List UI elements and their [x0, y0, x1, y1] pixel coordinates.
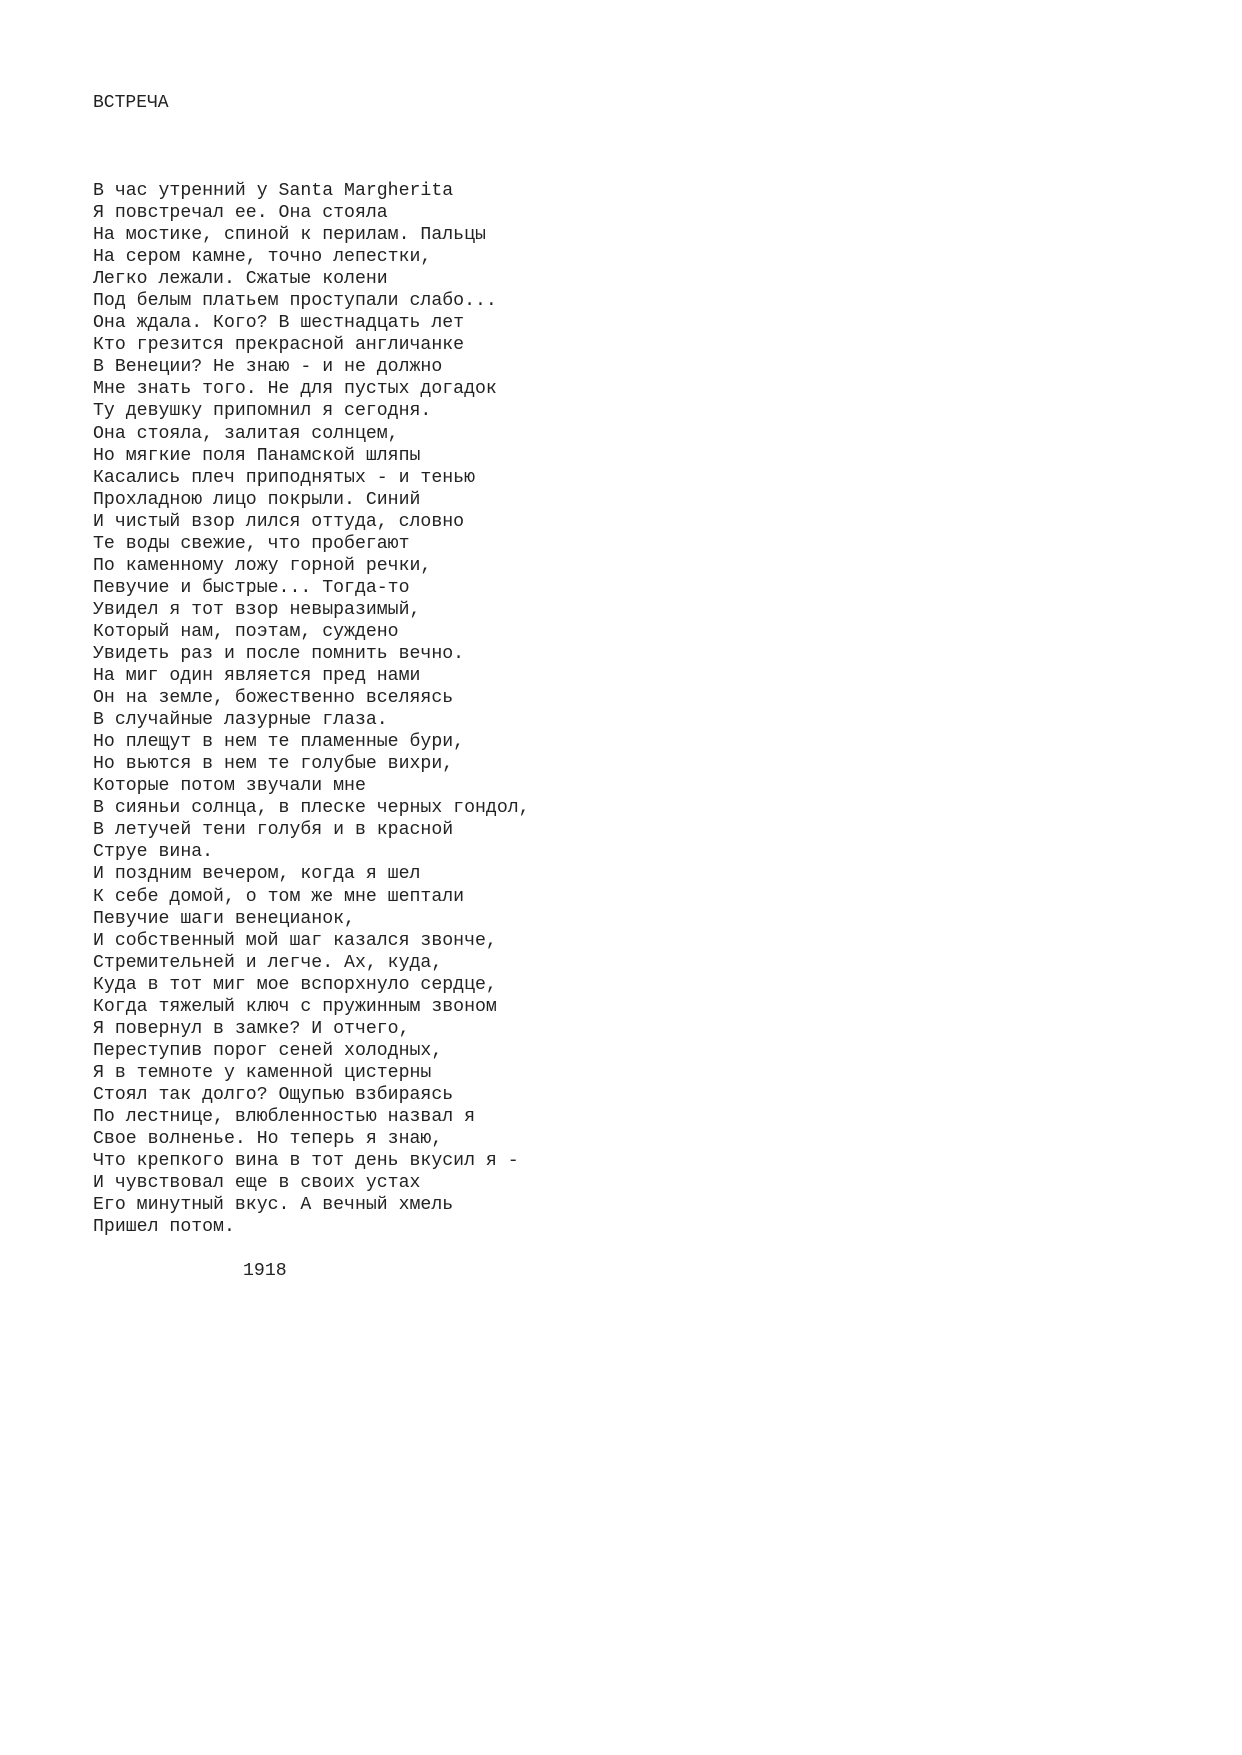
poem-line: И чувствовал еще в своих устах [93, 1173, 421, 1194]
poem-line: Струе вина. [93, 842, 214, 863]
poem-line: На сером камне, точно лепестки, [93, 247, 432, 268]
poem-line: В летучей тени голубя и в красной [93, 820, 454, 841]
poem-line: Его минутный вкус. А вечный хмель [93, 1195, 454, 1216]
poem-line: В Венеции? Не знаю - и не должно [93, 357, 443, 378]
poem-line: Она стояла, залитая солнцем, [93, 423, 399, 444]
poem-line: Я в темноте у каменной цистерны [93, 1062, 432, 1083]
poem-line: Ту девушку припомнил я сегодня. [93, 401, 432, 422]
poem-line: На мостике, спиной к перилам. Пальцы [93, 225, 486, 246]
poem-line: Что крепкого вина в тот день вкусил я - [93, 1151, 519, 1172]
poem-line: Я повстречал ее. Она стояла [93, 203, 388, 224]
poem-line: Певучие шаги венецианок, [93, 908, 355, 929]
poem-line: Она ждала. Кого? В шестнадцать лет [93, 313, 465, 334]
poem-line: Свое волненье. Но теперь я знаю, [93, 1129, 443, 1150]
poem-line: И поздним вечером, когда я шел [93, 864, 421, 885]
poem-line: В случайные лазурные глаза. [93, 710, 388, 731]
poem-line: Стремительней и легче. Ах, куда, [93, 952, 443, 973]
poem-line: Которые потом звучали мне [93, 776, 366, 797]
poem-line: В час утренний у Santa Margherita [93, 181, 454, 201]
poem-line: Который нам, поэтам, суждено [93, 621, 399, 642]
poem-line: Те воды свежие, что пробегают [93, 533, 410, 554]
poem-line: Кто грезится прекрасной англичанке [93, 335, 465, 356]
poem-line: Куда в тот миг мое вспорхнуло сердце, [93, 974, 497, 995]
poem-line: На миг один является пред нами [93, 666, 421, 687]
poem-line: Но вьются в нем те голубые вихри, [93, 754, 454, 775]
poem-line: К себе домой, о том же мне шептали [93, 886, 465, 907]
poem-line: И собственный мой шаг казался звонче, [93, 930, 497, 951]
poem-line: Я повернул в замке? И отчего, [93, 1018, 410, 1039]
poem-year: 1918 [243, 1261, 287, 1281]
poem-line: Мне знать того. Не для пустых догадок [93, 379, 497, 400]
poem-line: Но плещут в нем те пламенные бури, [93, 732, 465, 753]
poem-line: В сияньи солнца, в плеске черных гондол, [93, 798, 530, 819]
poem-line: Но мягкие поля Панамской шляпы [93, 445, 421, 466]
poem-line: Переступив порог сеней холодных, [93, 1040, 443, 1061]
poem-line: Увидел я тот взор невыразимый, [93, 599, 421, 620]
poem-line: Он на земле, божественно вселяясь [93, 688, 454, 709]
poem-line: По лестнице, влюбленностью назвал я [93, 1106, 475, 1127]
poem-line: По каменному ложу горной речки, [93, 555, 432, 576]
poem-body [93, 180, 530, 1238]
poem-line: И чистый взор лился оттуда, словно [93, 511, 465, 532]
poem-line: Под белым платьем проступали слабо... [93, 291, 497, 312]
poem-line: Когда тяжелый ключ с пружинным звоном [93, 996, 497, 1017]
poem-line: Увидеть раз и после помнить вечно. [93, 643, 465, 664]
poem-line: Легко лежали. Сжатые колени [93, 269, 388, 290]
poem-line: Пришел потом. [93, 1217, 235, 1238]
poem-title: ВСТРЕЧА [93, 93, 169, 113]
poem-line: Прохладною лицо покрыли. Синий [93, 489, 421, 510]
poem-line: Касались плеч приподнятых - и тенью [93, 467, 475, 488]
poem-line: Певучие и быстрые... Тогда-то [93, 577, 410, 598]
poem-line: Стоял так долго? Ощупью взбираясь [93, 1084, 454, 1105]
